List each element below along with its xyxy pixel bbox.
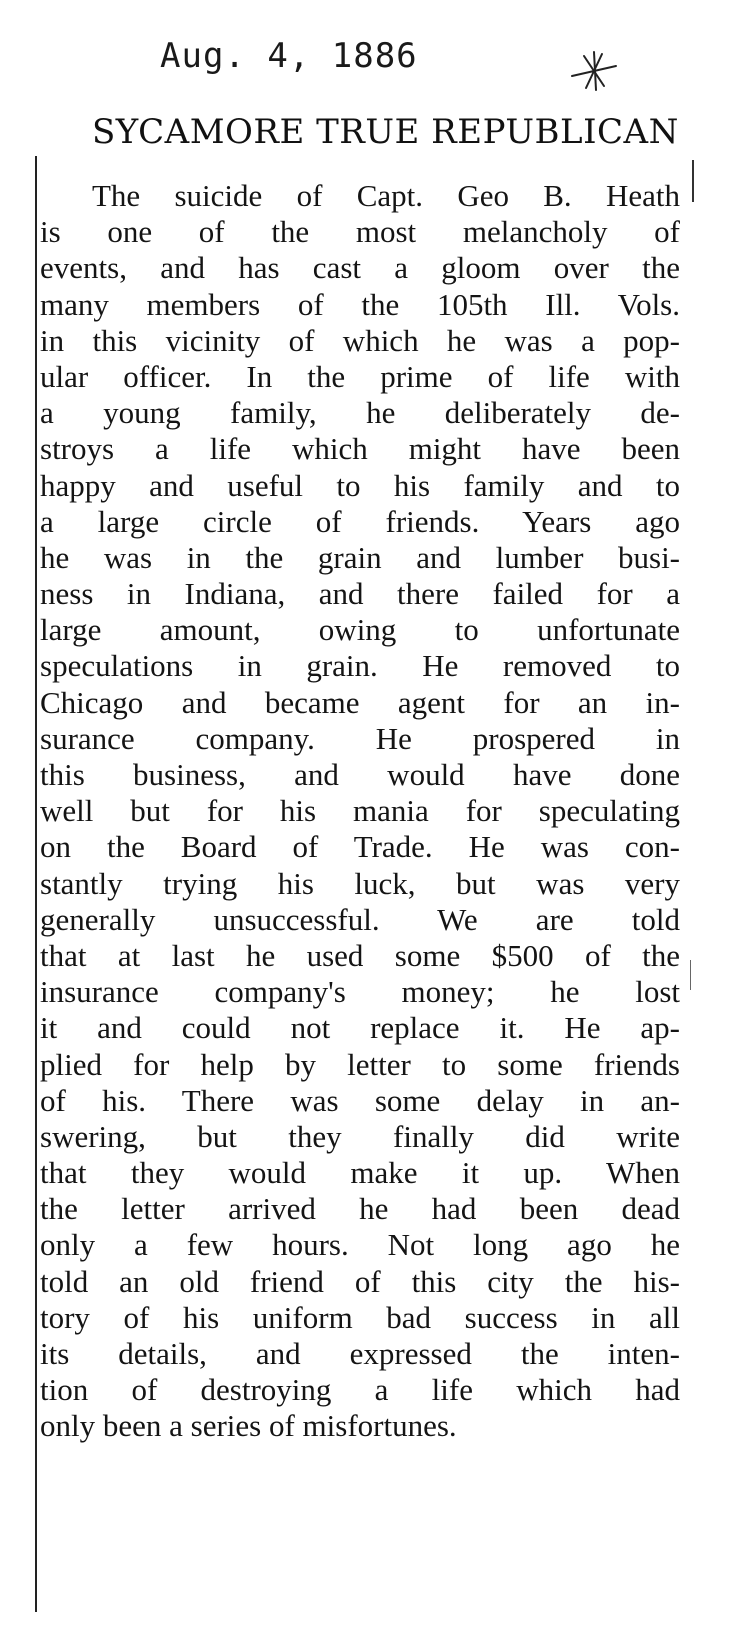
article-line: The suicide of Capt. Geo B. Heath: [92, 178, 680, 213]
article-line: ular officer. In the prime of life with: [40, 358, 680, 394]
article-line: it and could not replace it. He ap-: [40, 1010, 680, 1046]
article-line: its details, and expressed the inten-: [40, 1336, 680, 1371]
article-line: Chicago and became agent for an in-: [40, 684, 680, 720]
article-line: swering, but they finally did write: [40, 1118, 680, 1154]
article-line: this business, and would have done: [40, 757, 680, 792]
article-line: tory of his uniform bad success in all: [40, 1299, 680, 1335]
article-line: only been a series of misfortunes.: [40, 1408, 457, 1444]
article-body: [40, 178, 680, 1445]
article-line: surance company. He prospered in: [40, 720, 680, 756]
article-line: many members of the 105th Ill. Vols.: [40, 286, 680, 322]
column-rule-right: [692, 160, 694, 202]
article-line: only a few hours. Not long ago he: [40, 1227, 680, 1263]
article-line: he was in the grain and lumber busi-: [40, 539, 680, 575]
masthead: SYCAMORE TRUE REPUBLICAN: [92, 112, 679, 152]
article-line: of his. There was some delay in an-: [40, 1082, 680, 1118]
article-line: stroys a life which might have been: [40, 431, 680, 467]
article-line: in this vicinity of which he was a pop-: [40, 322, 680, 358]
article-line: well but for his mania for speculating: [40, 793, 680, 829]
article-line: insurance company's money; he lost: [40, 974, 680, 1010]
dateline: Aug. 4, 1886: [160, 36, 418, 76]
asterisk-mark-icon: [566, 50, 622, 92]
article-line: events, and has cast a gloom over the: [40, 250, 680, 286]
article-line: a large circle of friends. Years ago: [40, 503, 680, 539]
article-line: the letter arrived he had been dead: [40, 1191, 680, 1227]
article-line: speculations in grain. He removed to: [40, 648, 680, 684]
article-line: tion of destroying a life which had: [40, 1372, 680, 1408]
article-line: is one of the most melancholy of: [40, 214, 680, 250]
article-line: happy and useful to his family and to: [40, 467, 680, 503]
article-line: stantly trying his luck, but was very: [40, 865, 680, 901]
article-line: ness in Indiana, and there failed for a: [40, 576, 680, 612]
article-line: plied for help by letter to some friends: [40, 1046, 680, 1082]
article-line: told an old friend of this city the his-: [40, 1263, 680, 1299]
article-line: large amount, owing to unfortunate: [40, 612, 680, 648]
article-line: on the Board of Trade. He was con-: [40, 829, 680, 865]
article-line: that at last he used some $500 of the: [40, 937, 680, 973]
column-rule-left: [35, 156, 37, 1612]
column-rule-right-fragment: [690, 960, 691, 990]
article-line: generally unsuccessful. We are told: [40, 901, 680, 937]
article-line: that they would make it up. When: [40, 1155, 680, 1191]
article-line: a young family, he deliberately de-: [40, 395, 680, 431]
